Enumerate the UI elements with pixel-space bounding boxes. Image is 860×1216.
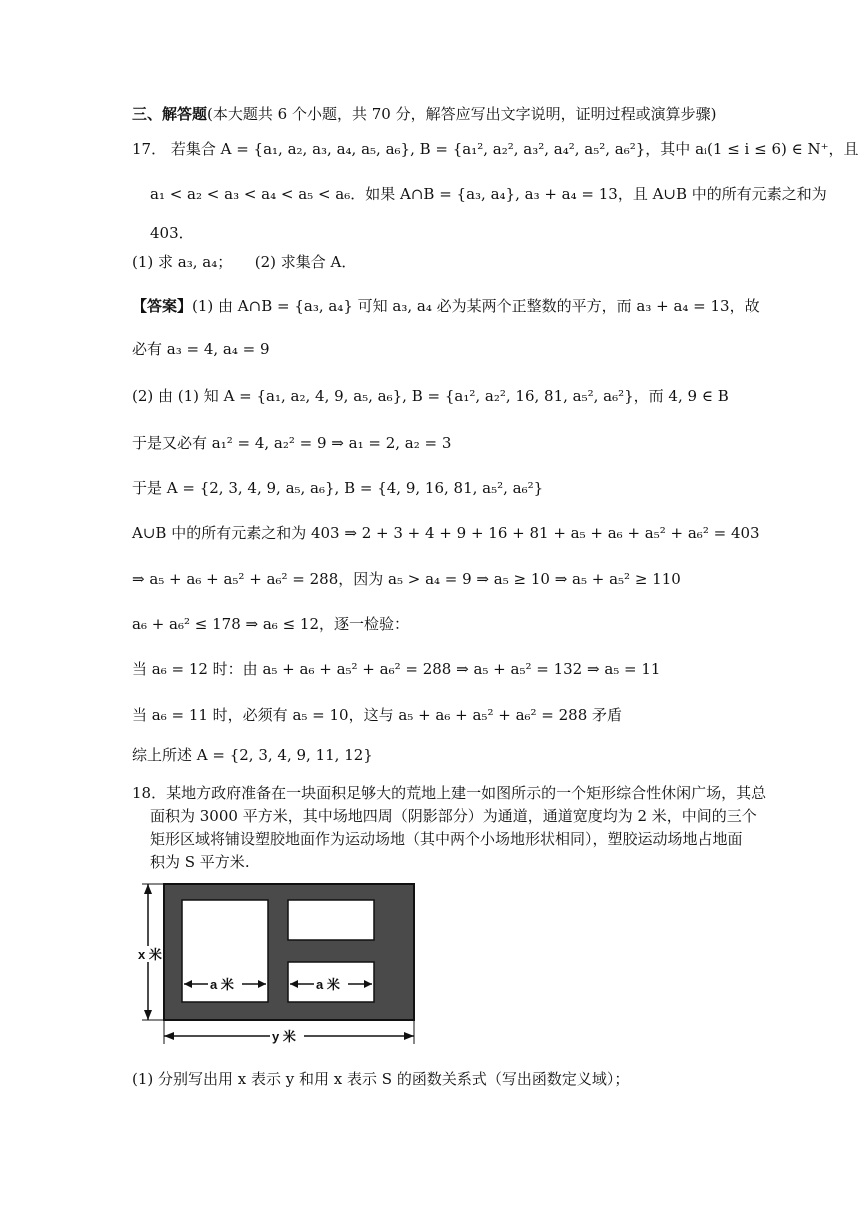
x-label: x 米 [138, 947, 162, 962]
answer-line-3: (2) 由 (1) 知 A = {a₁, a₂, 4, 9, a₅, a₆}, B = {a₁², a₂², 16, 81, a₅², a₆²}，而 4, 9 ∈ B [132, 387, 729, 405]
section-heading [132, 103, 716, 125]
x-arrow-top [144, 884, 152, 894]
answer-line-7: ⇒ a₅ + a₆ + a₅² + a₆² = 288，因为 a₅ > a₄ = 9 ⇒ a₅ ≥ 10 ⇒ a₅ + a₅² ≥ 110 [132, 570, 681, 588]
q17-line-2: a₁ < a₂ < a₃ < a₄ < a₅ < a₆．如果 A∩B = {a₃, a₄}, a₃ + a₄ = 13，且 A∪B 中的所有元素之和为 [150, 185, 827, 203]
answer-line-2: 必有 a₃ = 4, a₄ = 9 [132, 340, 270, 358]
y-arrow-left [164, 1032, 174, 1040]
answer-line-1 [132, 295, 760, 317]
plaza-figure [138, 880, 418, 1048]
q18-line-2: 面积为 3000 平方米，其中场地四周（阴影部分）为通道，通道宽度均为 2 米，中间的三个 [150, 807, 757, 825]
q18-line-4: 积为 S 平方米. [150, 853, 250, 871]
answer-line-9: 当 a₆ = 12 时：由 a₅ + a₆ + a₅² + a₆² = 288 ⇒ a₅ + a₅² = 132 ⇒ a₅ = 11 [132, 660, 661, 678]
q18-subquestion-1: (1) 分别写出用 x 表示 y 和用 x 表示 S 的函数关系式（写出函数定义域）； [132, 1070, 630, 1088]
answer-line-4: 于是又必有 a₁² = 4, a₂² = 9 ⇒ a₁ = 2, a₂ = 3 [132, 434, 452, 452]
answer-line-10: 当 a₆ = 11 时，必须有 a₅ = 10，这与 a₅ + a₆ + a₅² + a₆² = 288 矛盾 [132, 706, 623, 724]
answer-line-8: a₆ + a₆² ≤ 178 ⇒ a₆ ≤ 12，逐一检验： [132, 615, 410, 633]
answer-line-5: 于是 A = {2, 3, 4, 9, a₅, a₆}, B = {4, 9, 16, 81, a₅², a₆²} [132, 479, 544, 497]
section-note: (本大题共 6 个小题，共 70 分，解答应写出文字说明，证明过程或演算步骤) [207, 105, 717, 123]
x-arrow-bottom [144, 1010, 152, 1020]
q17-line-1: 17． 若集合 A = {a₁, a₂, a₃, a₄, a₅, a₆}, B = {a₁², a₂², a₃², a₄², a₅², a₆²}，其中 aᵢ(1 ≤ i ≤ 6) ∈ N⁺，且 [132, 140, 859, 158]
q18-line-1: 18．某地方政府准备在一块面积足够大的荒地上建一如图所示的一个矩形综合性休闲广场，其总 [132, 784, 767, 802]
answer-text-1: (1) 由 A∩B = {a₃, a₄} 可知 a₃, a₄ 必为某两个正整数的平方，而 a₃ + a₄ = 13，故 [192, 297, 760, 315]
q17-subquestions: (1) 求 a₃, a₄； (2) 求集合 A． [132, 253, 357, 271]
answer-line-11: 综上所述 A = {2, 3, 4, 9, 11, 12} [132, 746, 373, 764]
section-title: 三、解答题 [132, 105, 208, 123]
y-arrow-right [404, 1032, 414, 1040]
y-label: y 米 [272, 1029, 296, 1044]
answer-line-6: A∪B 中的所有元素之和为 403 ⇒ 2 + 3 + 4 + 9 + 16 + 81 + a₅ + a₆ + a₅² + a₆² = 403 [132, 524, 760, 542]
q18-line-3: 矩形区域将铺设塑胶地面作为运动场地（其中两个小场地形状相同），塑胶运动场地占地面 [150, 830, 743, 848]
small-field-rect-top [288, 900, 374, 940]
q17-line-3: 403． [150, 224, 194, 242]
a2-label: a 米 [316, 977, 340, 992]
a1-label: a 米 [210, 977, 234, 992]
answer-label: 【答案】 [132, 297, 193, 315]
